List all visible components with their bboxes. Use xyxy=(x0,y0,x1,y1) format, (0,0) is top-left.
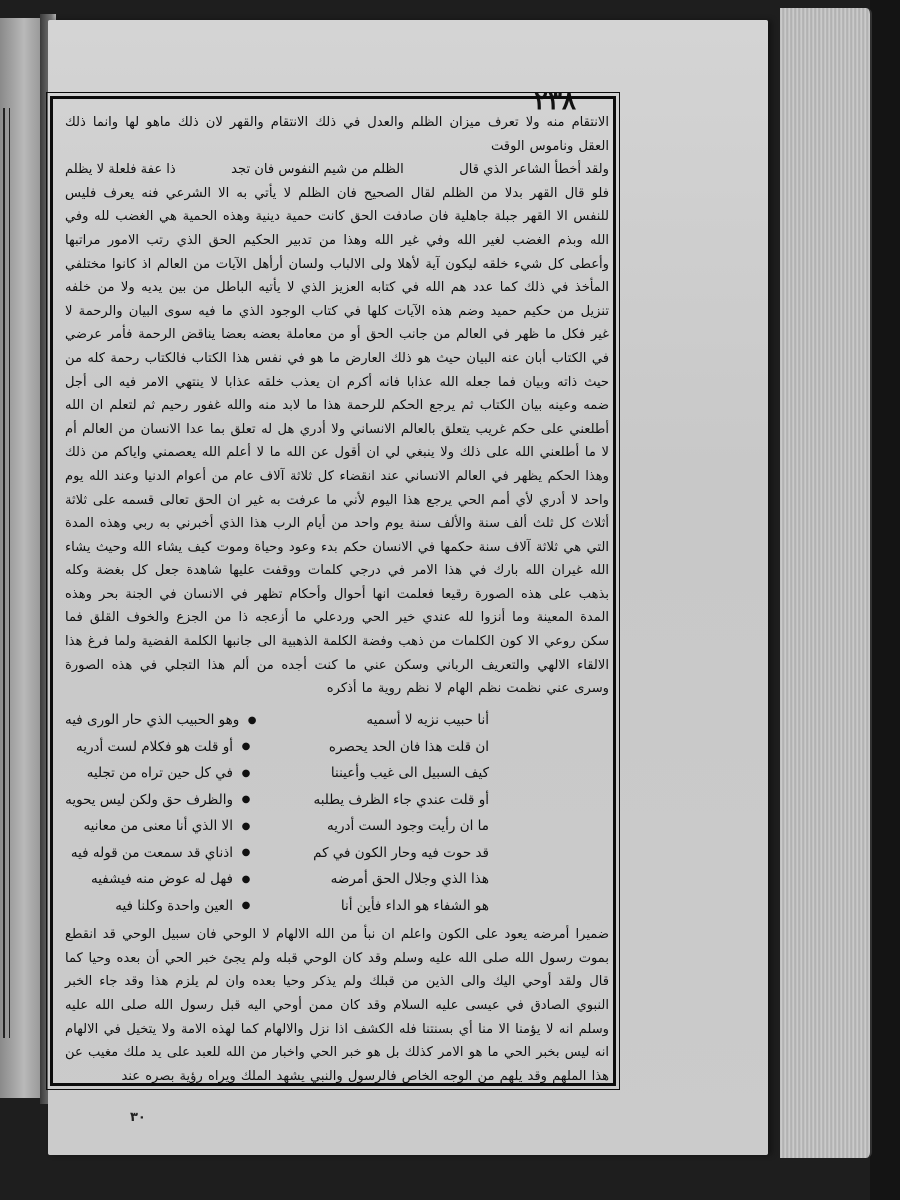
poem xyxy=(65,707,609,919)
opening-paragraph: الانتقام منه ولا تعرف ميزان الظلم والعدل في ذلك الانتقام والقهر لان ذلك ماهو لها وانما ذلك العقل وناموس الوقت xyxy=(65,115,609,154)
main-paragraph: فلو قال القهر بدلا من الظلم لقال الصحيح فان الظلم لا يأتي به الا الشرعي فنه يعرف فليس للنفس الا القهر جبلة جاهلية فان صادفت الحق كانت حمية دينية وهذه الحمية هي الغضب لله وفي الله وبذم الغضب لغير الله وفي غير الله وهذا من تدبير الحكيم الحق الذي رتب الامور مراتبها وأعطى كل شيء خلقه ليكون آية لأهلا ولى الالباب ولسان أرأهل الآيات من العالم اذ كانوا مختلفي المأخذ في ذلك كما عدد هم الله في كتابه العزيز الذي لا يأتيه الباطل من بين يديه ولا من خلفه تنزيل من حكيم حميد وضم هذه الآيات كلها في كتاب الوجود الذي ما فيه سوى البيان والرحمة لا غير فكل ما ظهر في العالم من جانب الحق أو من معاملة بعضه بعضا يناقض الرحمة فأمر عرضي في الكتاب أبان عنه البيان حيث هو ذلك العارض ما هو في نفس هذا الكتاب فالكتاب رحمة كله من حيث ذاته وبيان فما جعله الله عذابا فانه أكرم ان يعذب خلقه عذابا لا ينتهي الامر فيه الى أجل ضمه وعينه بيان الكتاب ثم يرجع الحكم للرحمة هذا ما لابد منه والله غفور رحيم ثم لتعلم ان الله أطلعني على حكم غريب يتعلق بالعالم الانساني ولا أدري هل له تعلق بما عدا الانسان من العالم أم لا ما أطلعني الله على ذلك ولا ينبغي لي ان أقول عن الله ما لا أعلم الله يعصمني واياكم من ذلك وهذا الحكم يظهر في العالم الانساني عند انقضاء كل ثلاثة آلاف عام من أعوام الدنيا وعند الله يوم واحد لا أدري لأي أمم الحي يرجع هذا اليوم لأني ما عرفت به غير ان الحق تعالى قسمه على ثلاثة أثلاث كل ثلث ألف سنة والألف سنة يوم واحد من أيام الرب هذا الذي أخبرني به ربي وهذه المدة التي هي ثلاثة آلاف سنة حكمها في الانسان حكم بدء وعود وحياة وموت كيف يشاء الله وحيث يشاء الله غيران الله بارك في هذا الامر في درجي كلمات ووقفت عليها شاهدة جعل كل بغضة وكله بذهب على هذه الصورة رقيعا فعلمت انها أحوال وأحكام تظهر في الانسان في الجنة بحر وهذه المدة المعينة وما أنزوا لله عندي خير الحي وردعلي ما أزعجه ذا من الجزع والخوف القلق فما سكن روعي الا كون الكلمات من ذهب وفضة الكلمة الذهبية الى جانبها الكلمة الفضية ولما فرغ هذا الالقاء الالهي والتعريف الرباني وسكن عني ما كنت أجده من ألم هذا التجلي في هذه الصورة وسرى عني نظمت نظم الهام لا نظم روية ما أذكره xyxy=(65,185,609,697)
poem-verse xyxy=(65,786,609,813)
verse-first-hemistich: ان قلت هذا فان الحد يحصره xyxy=(328,738,489,755)
quoted-verse-second-hemistich: ذا عفة فلعلة لا يظلم xyxy=(65,162,176,178)
poem-verse xyxy=(65,839,609,866)
verse-second-hemistich: الا الذي أنا معنى من معانيه xyxy=(83,818,233,835)
verse-separator-dot: ● xyxy=(241,741,251,753)
verse-separator-dot: ● xyxy=(247,714,257,726)
verse-first-hemistich: هو الشفاء هو الداء فأين أنا xyxy=(340,897,489,914)
verse-first-hemistich: هذا الذي وجلال الحق أمرضه xyxy=(330,871,489,888)
verse-first-hemistich: أو قلت عندي جاء الظرف يطلبه xyxy=(313,791,489,808)
verse-first-hemistich: ما ان رأيت وجود الست أدريه xyxy=(326,818,489,835)
poem-verse xyxy=(65,892,609,919)
verse-separator-dot: ● xyxy=(241,847,251,859)
verse-separator-dot: ● xyxy=(241,873,251,885)
verse-second-hemistich: أو قلت هو فكلام لست أدريه xyxy=(75,738,233,755)
background-shadow xyxy=(870,0,900,1200)
verse-separator-dot: ● xyxy=(241,794,251,806)
closing-paragraph: ضميرا أمرضه يعود على الكون واعلم ان نبأ من الله الالهام لا الوحي فان سبيل الوحي قد انقطع بموت رسول الله صلى الله عليه وسلم وقد كان الوحي قبله ولم يجئ خبر الحي أن بعده وحيا كما قال ولقد أوحي اليك والى الذين من قبلك ولم يذكر وحيا بعده وان لم يلزم هذا وقد جاء الخبر النبوي الصادق في عيسى عليه السلام وقد كان ممن أوحي اليه قبل رسول الله صلى الله عليه وسلم انه لا يؤمنا الا منا أي بسنتنا فله الكشف اذا نزل والالهام كما لهذه الامة ولا يتخيل في الالهام انه ليس بخبر الحي ما هو الامر كذلك بل هو خبر الحي واخبار من الله للعبد على يد ملك مغيب عن هذا الملهم وقد يلهم من الوجه الخاص فالرسول والنبي يشهد الملك ويراه رؤية بصره عند xyxy=(65,926,609,1085)
signature-mark: ٣٠ xyxy=(130,1110,146,1125)
book-page xyxy=(48,20,768,1155)
poem-verse xyxy=(65,866,609,893)
verse-first-hemistich: قد حوت فيه وحار الكون في كم xyxy=(313,844,489,861)
verse-separator-dot: ● xyxy=(241,767,251,779)
text-body xyxy=(65,111,609,1089)
poem-verse xyxy=(65,760,609,787)
verse-second-hemistich: والظرف حق ولكن ليس يحويه xyxy=(65,791,233,808)
verse-second-hemistich: العين واحدة وكلنا فيه xyxy=(115,897,233,914)
verse-first-hemistich: أنا حبيب نزيه لا أسميه xyxy=(366,712,489,729)
page-block-edges xyxy=(780,8,872,1158)
poem-verse xyxy=(65,813,609,840)
poem-verse xyxy=(65,733,609,760)
quoted-verse-intro: ولقد أخطأ الشاعر الذي قال xyxy=(459,162,609,178)
verse-second-hemistich: في كل حين تراه من تجليه xyxy=(86,765,233,782)
facing-page-border xyxy=(3,108,10,1038)
text-frame xyxy=(50,96,616,1086)
quoted-verse-line xyxy=(65,158,609,182)
verse-second-hemistich: فهل له عوض منه فيشفيه xyxy=(90,871,233,888)
verse-separator-dot: ● xyxy=(241,900,251,912)
verse-second-hemistich: اذناي قد سمعت من قوله فيه xyxy=(70,844,233,861)
facing-page-edge xyxy=(0,18,42,1098)
verse-separator-dot: ● xyxy=(241,820,251,832)
verse-second-hemistich: وهو الحبيب الذي حار الورى فيه xyxy=(65,712,240,729)
page-number: ٢٣٨ xyxy=(534,86,576,116)
poem-verse xyxy=(65,707,609,734)
verse-first-hemistich: كيف السبيل الى غيب وأعيننا xyxy=(330,765,489,782)
quoted-verse-first-hemistich: الظلم من شيم النفوس فان تجد xyxy=(231,162,404,178)
